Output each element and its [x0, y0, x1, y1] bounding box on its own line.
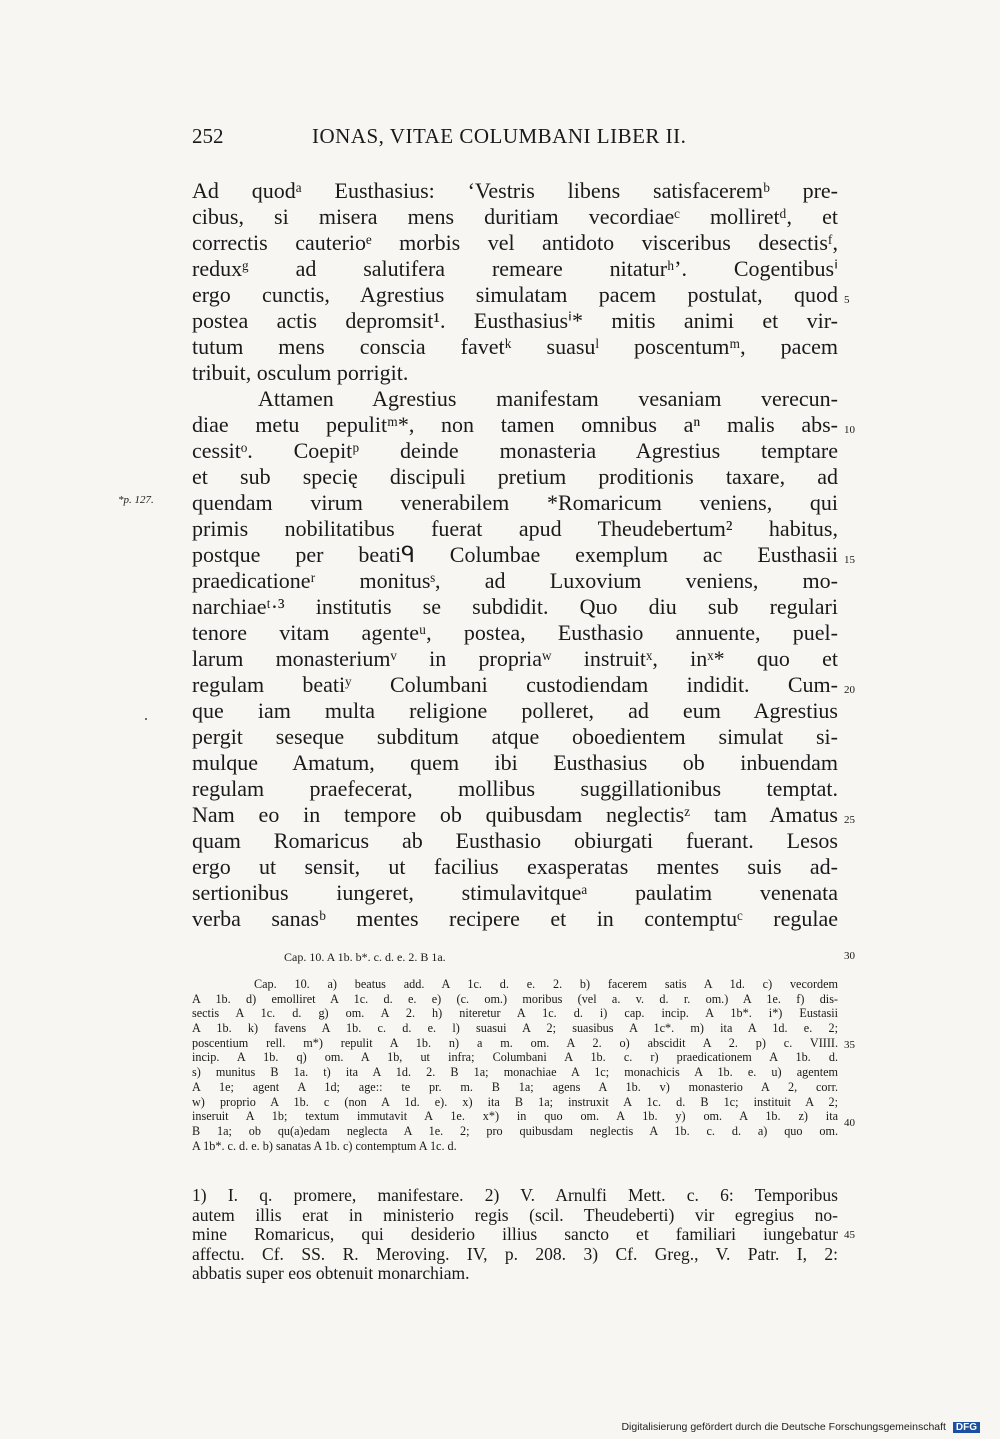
apparatus-line: w) proprio A 1b. c (non A 1d. e). x) ita B 1a; instruxit A 1c. d. B 1c; instituit A 2;	[192, 1094, 838, 1109]
apparatus-line: poscentium rell. m*) repulit A 1b. n) a m. om. A 2. o) abscidit A 2. p) c. VIIII.	[192, 1035, 838, 1050]
line-number: 35	[844, 1039, 855, 1051]
page-header	[192, 124, 838, 158]
stray-dot	[145, 718, 147, 720]
footer-text: Digitalisierung gefördert durch die Deutsche Forschungsgemeinschaft	[621, 1421, 946, 1433]
text-line: sertionibus iungeret, stimulavitqueᵃ paulatim venenata	[192, 880, 838, 905]
text-line: postea actis depromsit¹. Eusthasiusⁱ* mitis animi et vir-	[192, 308, 838, 333]
apparatus-line: Cap. 10. a) beatus add. A 1c. d. e. 2. b) facerem satis A 1d. c) vecordem	[254, 977, 838, 991]
margin-page-reference: *p. 127.	[118, 494, 154, 506]
text-line: pergit seseque subditum atque oboedientem simulat si-	[192, 724, 838, 749]
text-line: que iam multa religione polleret, ad eum Agrestius	[192, 698, 838, 723]
apparatus-line: s) munitus B 1a. t) ita A 1d. 2. B 1a; monachiae A 1c; monachicis A 1b. e. u) agentem	[192, 1065, 838, 1080]
text-line: tribuit, osculum porrigit.	[192, 360, 409, 385]
footnote-line: autem illis erat in ministerio regis (scil. Theudeberti) vir egregius no-	[192, 1204, 838, 1225]
text-line: regulam praefecerat, mollibus suggillationibus temptat.	[192, 776, 838, 801]
apparatus-line: A 1b. k) favens A 1b. c. d. e. l) suasui A 2; suasibus A 1c*. m) ita A 1d. e. 2;	[192, 1021, 838, 1036]
apparatus-line: incip. A 1b. q) om. A 1b, ut infra; Columbani A 1b. c. r) praedicationem A 1b. d.	[192, 1050, 838, 1065]
text-line: tutum mens conscia favetᵏ suasuˡ poscentumᵐ, pacem	[192, 334, 838, 359]
line-number: 40	[844, 1117, 855, 1129]
text-line: praedicationeʳ monitusˢ, ad Luxovium veniens, mo-	[192, 568, 838, 593]
apparatus-line: A 1b. d) emolliret A 1c. d. e. e) (c. om.) moribus (vel a. v. d. r. om.) A 1e. f) dis-	[192, 991, 838, 1006]
text-line: verba sanasᵇ mentes recipere et in contemptuᶜ regulae	[192, 906, 838, 931]
text-line: quam Romaricus ab Eusthasio obiurgati fuerant. Lesos	[192, 828, 838, 853]
line-number: 30	[844, 950, 855, 962]
text-line: correctis cauterioᵉ morbis vel antidoto visceribus desectisᶠ,	[192, 230, 838, 255]
text-line: diae metu pepulitᵐ*, non tamen omnibus aⁿ malis abs-	[192, 412, 838, 437]
line-number: 45	[844, 1229, 855, 1241]
text-line: narchiaeᵗ·³ institutis se subdidit. Quo diu sub regulari	[192, 594, 838, 619]
line-number: 15	[844, 554, 855, 566]
footnote-line: mine Romaricus, qui desiderio illius sancto et familiari iungebatur	[192, 1224, 838, 1244]
text-line: Nam eo in tempore ob quibusdam neglectisᶻ tam Amatus	[192, 802, 838, 827]
footnotes	[192, 1186, 838, 1284]
apparatus-line: A 1e; agent A 1d; age:: te pr. m. B 1a; agens A 1b. v) monasterio A 2, corr.	[192, 1079, 838, 1094]
running-title: IONAS, VITAE COLUMBANI LIBER II.	[312, 124, 687, 148]
footnote-line: 1) I. q. promere, manifestare. 2) V. Arnulfi Mett. c. 6: Temporibus	[192, 1185, 838, 1205]
apparatus-line: sectis A 1c. d. g) om. A 2. h) niteretur A 1c. d. i) cap. incip. A 1b*. i*) Eustasii	[192, 1006, 838, 1021]
text-line: tenore vitam agenteᵘ, postea, Eusthasio annuente, puel-	[192, 620, 838, 645]
text-line: reduxᵍ ad salutifera remeare nitaturʰ’. Cogentibusⁱ	[192, 256, 838, 281]
text-line: ergo ut sensit, ut facilius exasperatas mentes suis ad-	[192, 854, 838, 879]
footnote-line: affectu. Cf. SS. R. Meroving. IV, p. 208. 3) Cf. Greg., V. Patr. I, 2:	[192, 1243, 838, 1264]
line-number: 25	[844, 814, 855, 826]
text-line: Ad quodᵃ Eusthasius: ‘Vestris libens satisfaceremᵇ pre-	[192, 178, 838, 203]
text-line: mulque Amatum, quem ibi Eusthasius ob inbuendam	[192, 750, 838, 775]
apparatus-line: A 1b*. c. d. e. b) sanatas A 1b. c) contemptum A 1c. d.	[192, 1138, 457, 1153]
line-number: 5	[844, 294, 850, 306]
footnote-line: abbatis super eos obtenuit monarchiam.	[192, 1263, 470, 1283]
text-line: quendam virum venerabilem *Romaricum veniens, qui	[192, 490, 838, 515]
line-number: 10	[844, 424, 855, 436]
critical-apparatus	[192, 977, 838, 1153]
text-line: ergo cunctis, Agrestius simulatam pacem postulat, quod	[192, 282, 838, 307]
apparatus-line: B 1a; ob qu(a)edam neglecta A 1e. 2; pro quibusdam neglectis A 1b. c. d. a) quo om.	[192, 1123, 838, 1138]
text-line: Attamen Agrestius manifestam vesaniam verecun-	[258, 386, 838, 411]
text-line: primis nobilitatibus fuerat apud Theudebertum² habitus,	[192, 516, 838, 541]
page-number: 252	[192, 124, 224, 148]
text-line: cibus, si misera mens duritiam vecordiaeᶜ molliretᵈ, et	[192, 204, 838, 229]
dfg-logo: DFG	[953, 1422, 980, 1433]
text-line: et sub specię discipuli pretium proditionis taxare, ad	[192, 464, 838, 489]
text-line: regulam beatiʸ Columbani custodiendam indidit. Cum-	[192, 672, 838, 697]
text-line: larum monasteriumᵛ in propriaʷ instruitˣ, inˣ* quo et	[192, 646, 838, 671]
text-line: postque per beatiᑫ Columbae exemplum ac Eusthasii	[192, 542, 838, 567]
apparatus-line: inseruit A 1b; textum immutavit A 1e. x*) in quo om. A 1b. y) om. A 1b. z) ita	[192, 1109, 838, 1124]
manuscript-sigla: Cap. 10. A 1b. b*. c. d. e. 2. B 1a.	[284, 950, 446, 964]
text-line: cessitᵒ. Coepitᵖ deinde monasteria Agrestius temptare	[192, 438, 838, 463]
digitization-footer	[621, 1421, 980, 1433]
line-number: 20	[844, 684, 855, 696]
main-text	[192, 178, 838, 932]
